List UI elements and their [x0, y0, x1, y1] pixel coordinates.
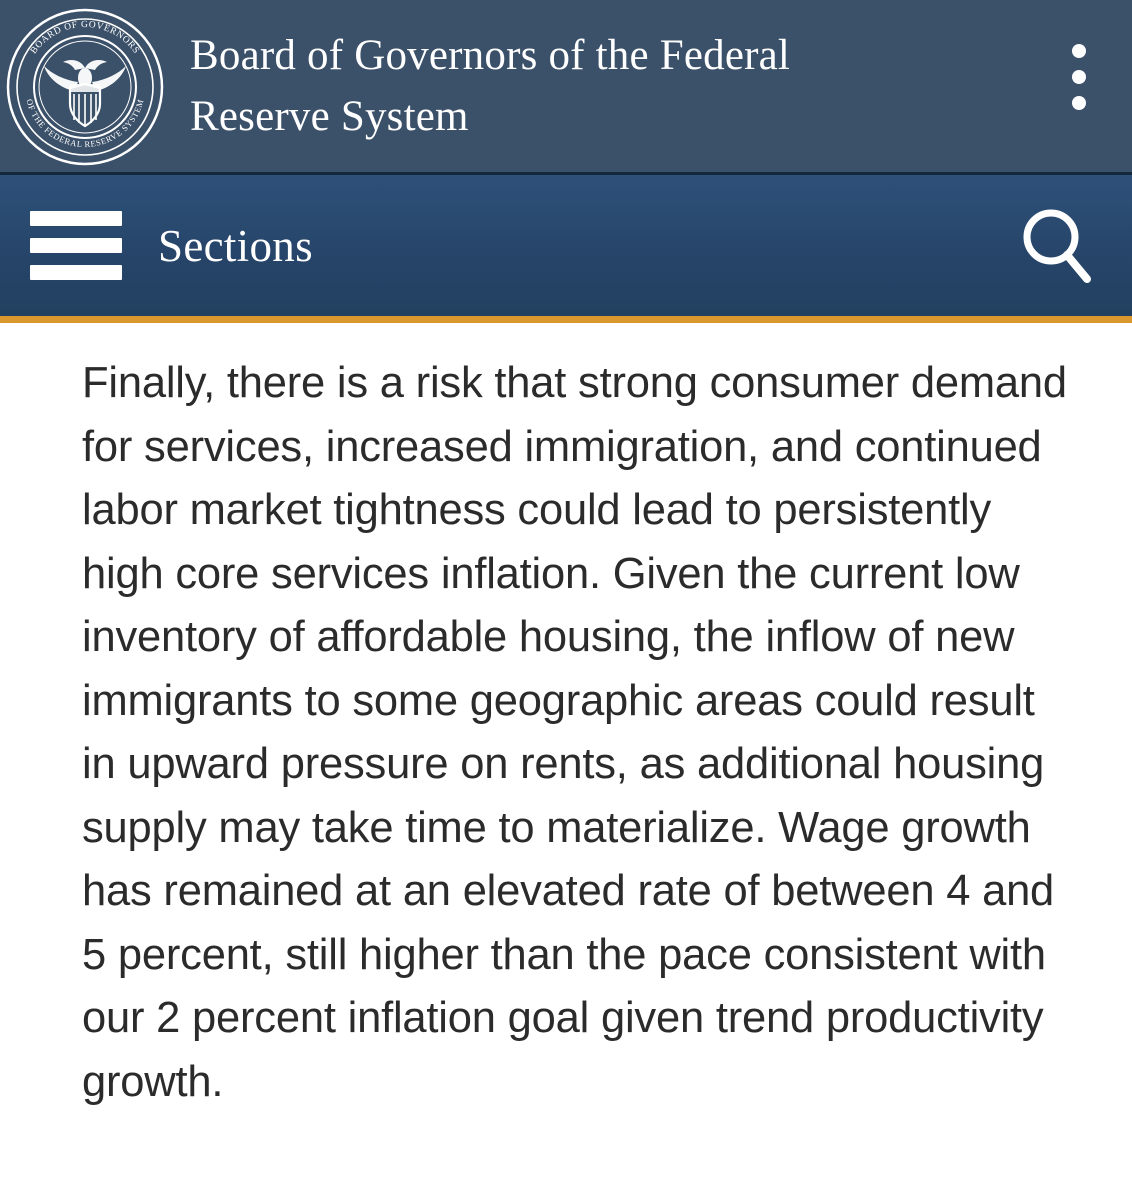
svg-text:BOARD OF GOVERNORS: BOARD OF GOVERNORS: [28, 19, 142, 57]
article-paragraph: Finally, there is a risk that strong consumer demand for services, increased immigration, and continued labor market tightness could lead to persistently high core services inflation. Given the current low inventory of affordable housing, the inflow of new immigrants to some geographic areas could result in upward pressure on rents, as additional housing supply may take time to materialize. Wage growth has remained at an elevated rate of between 4 and 5 percent, still higher than the pace consistent with our 2 percent inflation goal given trend productivity growth.: [82, 359, 1067, 1106]
sections-menu-label[interactable]: Sections: [158, 220, 313, 271]
svg-text:OF THE FEDERAL RESERVE SYSTEM: OF THE FEDERAL RESERVE SYSTEM: [24, 97, 146, 150]
hamburger-bar-3: [30, 265, 122, 280]
main-content: [0, 316, 1132, 1114]
kebab-menu-icon[interactable]: [1072, 44, 1086, 110]
search-icon: [1015, 203, 1101, 289]
hamburger-icon[interactable]: [30, 211, 122, 280]
sections-navbar: [0, 172, 1132, 316]
hamburger-bar-1: [30, 211, 122, 226]
search-button[interactable]: [1010, 198, 1106, 294]
site-title: Board of Governors of the Federal Reserve System: [190, 31, 791, 140]
hamburger-bar-2: [30, 238, 122, 253]
federal-reserve-seal-icon: [6, 8, 164, 166]
kebab-dot-3: [1072, 96, 1086, 110]
kebab-dot-2: [1072, 70, 1086, 84]
kebab-dot-1: [1072, 44, 1086, 58]
site-masthead: [0, 0, 1132, 172]
